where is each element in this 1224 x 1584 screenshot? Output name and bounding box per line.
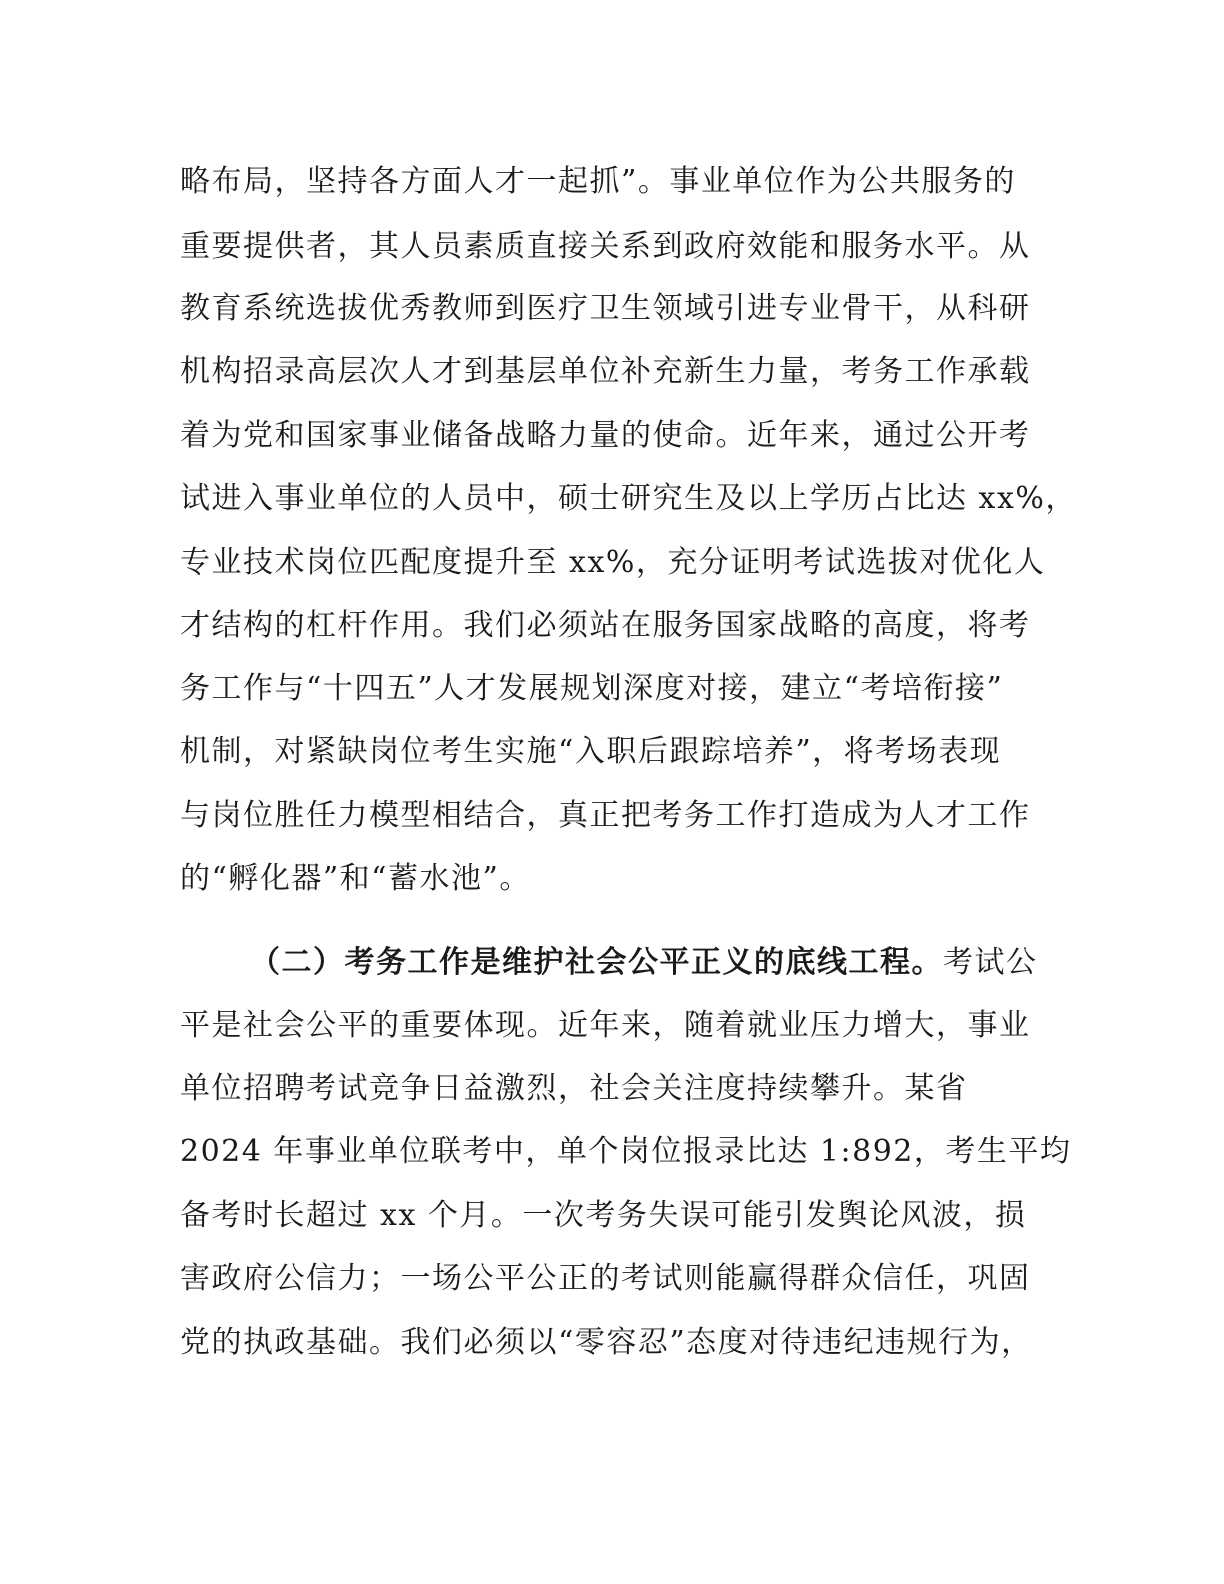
paragraph-line: 教育系统选拔优秀教师到医疗卫生领域引进专业骨干，从科研 — [180, 291, 1031, 326]
paragraph-line: 着为党和国家事业储备战略力量的使命。近年来，通过公开考 — [180, 418, 1031, 453]
paragraph-line: 略布局，坚持各方面人才一起抓”。事业单位作为公共服务的 — [180, 164, 1016, 199]
heading-line-text: 考试公 — [943, 945, 1038, 980]
paragraph-line: 重要提供者，其人员素质直接关系到政府效能和服务水平。从 — [180, 229, 1031, 264]
section-heading-line — [250, 943, 1038, 983]
paragraph-line: 机构招录高层次人才到基层单位补充新生力量，考务工作承载 — [180, 354, 1031, 389]
paragraph-line: 党的执政基础。我们必须以“零容忍”态度对待违纪违规行为， — [180, 1325, 1033, 1360]
paragraph-line: 机制，对紧缺岗位考生实施“入职后跟踪培养”，将考场表现 — [180, 734, 1002, 769]
paragraph-line: 务工作与“十四五”人才发展规划深度对接，建立“考培衔接” — [180, 671, 1004, 706]
paragraph-line: 专业技术岗位匹配度提升至 xx%，充分证明考试选拔对优化人 — [180, 545, 1046, 580]
paragraph-line: 平是社会公平的重要体现。近年来，随着就业压力增大，事业 — [180, 1008, 1031, 1043]
paragraph-line: 2024 年事业单位联考中，单个岗位报录比达 1:892，考生平均 — [180, 1134, 1072, 1169]
section-heading: （二）考务工作是维护社会公平正义的底线工程。 — [250, 945, 943, 980]
paragraph-line: 的“孵化器”和“蓄水池”。 — [180, 861, 531, 896]
paragraph-line: 备考时长超过 xx 个月。一次考务失误可能引发舆论风波，损 — [180, 1198, 1027, 1233]
paragraph-line: 与岗位胜任力模型相结合，真正把考务工作打造成为人才工作 — [180, 798, 1031, 833]
paragraph-line: 才结构的杠杆作用。我们必须站在服务国家战略的高度，将考 — [180, 608, 1031, 643]
paragraph-line: 害政府公信力；一场公平公正的考试则能赢得群众信任，巩固 — [180, 1261, 1031, 1296]
paragraph-line: 试进入事业单位的人员中，硕士研究生及以上学历占比达 xx%， — [180, 481, 1077, 516]
paragraph-line: 单位招聘考试竞争日益激烈，社会关注度持续攀升。某省 — [180, 1071, 968, 1106]
